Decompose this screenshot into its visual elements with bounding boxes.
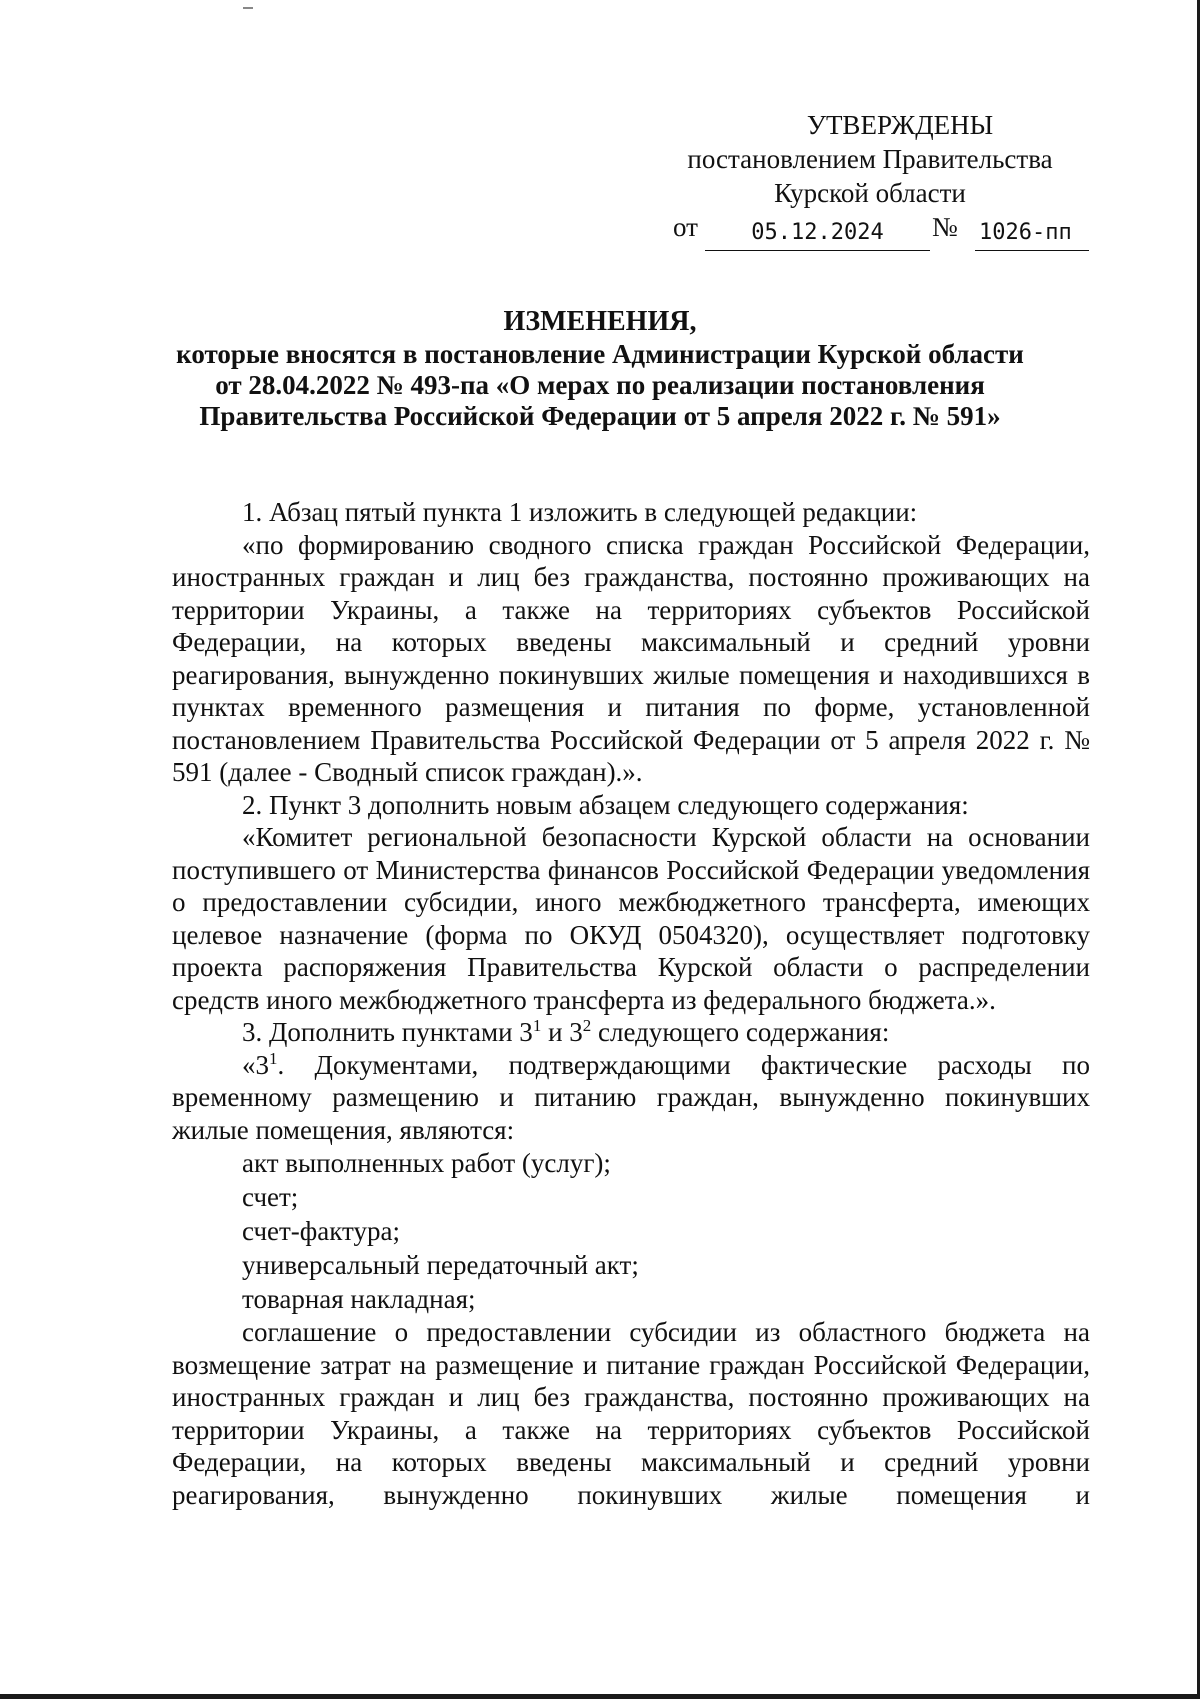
document-subtitle-line-2: от 28.04.2022 № 493-па «О мерах по реализации постановления [215,370,985,400]
paragraph-6-text-a: «3 [242,1049,269,1080]
superscript-2: 2 [582,1016,592,1035]
superscript-1: 1 [532,1016,542,1035]
list-item: товарная накладная; [242,1284,476,1314]
paragraph-7: соглашение о предоставлении субсидии из областного бюджета на возмещение затрат на размещение и питание граждан Российской Федерации, иностранных граждан и лиц без гражданства, постоянно проживающих на территории Украины, а также на территориях субъектов Российской Федерации, на которых введены максимальный и средний уровни реагирования, вынужденно покинувших жилые помещения и [172,1317,1090,1510]
approval-stamp-block [640,108,1100,244]
superscript-3: 1 [269,1048,278,1068]
document-subtitle-line-1: которые вносятся в постановление Администрации Курской области [176,339,1024,369]
paragraph-3: 2. Пункт 3 дополнить новым абзацем следующего содержания: [242,789,969,820]
paragraph-5-text-a: 3. Дополнить пунктами 3 [242,1017,533,1047]
document-title: ИЗМЕНЕНИЯ, [503,306,697,337]
document-title-block [160,306,1040,432]
paragraph-5 [172,1016,1090,1049]
paragraph-6 [172,1049,1090,1147]
decree-date: 05.12.2024 [705,216,930,251]
paragraph-6-text-b: . Документами, подтверждающими фактические расходы по временному размещению и питанию граждан, вынужденно покинувших жилые помещения, являются: [172,1049,1090,1145]
paragraph-4: «Комитет региональной безопасности Курской области на основании поступившего от Министерства финансов Российской Федерации уведомления о предоставлении субсидии, иного межбюджетного трансферта, имеющих целевое назначение (форма по ОКУД 0504320), осуществляет подготовку проекта распоряжения Правительства Курской области о распределении средств иного межбюджетного трансферта из федерального бюджета.». [172,822,1090,1015]
approval-date-number-line [640,210,1100,244]
scan-mark [243,7,253,9]
paragraph-2: «по формированию сводного списка граждан Российской Федерации, иностранных граждан и лиц без гражданства, постоянно проживающих на территории Украины, а также на территориях субъектов Российской Федерации, на которых введены максимальный и средний уровни реагирования, вынужденно покинувших жилые помещения и находившихся в пунктах временного размещения и питания по форме, установленной постановлением Правительства Российской Федерации от 5 апреля 2022 г. № 591 (далее - Сводный список граждан).». [172,529,1090,787]
number-prefix: № [932,212,958,242]
scan-edge-bottom [0,1694,1200,1699]
paragraph-1: 1. Абзац пятый пункта 1 изложить в следующей редакции: [242,497,918,527]
approval-line-region: Курской области [774,178,966,208]
document-body [172,496,1090,1511]
approval-line-decree: постановлением Правительства [687,144,1053,174]
list-item: счет; [242,1182,299,1212]
document-subtitle-line-3: Правительства Российской Федерации от 5 апреля 2022 г. № 591» [199,401,1001,431]
list-item: универсальный передаточный акт; [242,1250,639,1280]
approval-heading: УТВЕРЖДЕНЫ [806,110,994,140]
list-item: счет-фактура; [242,1216,400,1246]
decree-number: 1026-пп [975,216,1089,251]
list-item: акт выполненных работ (услуг); [242,1148,611,1178]
date-prefix: от [673,212,698,242]
paragraph-5-text-b: и 3 [541,1017,583,1047]
paragraph-5-text-c: следующего содержания: [591,1017,890,1047]
